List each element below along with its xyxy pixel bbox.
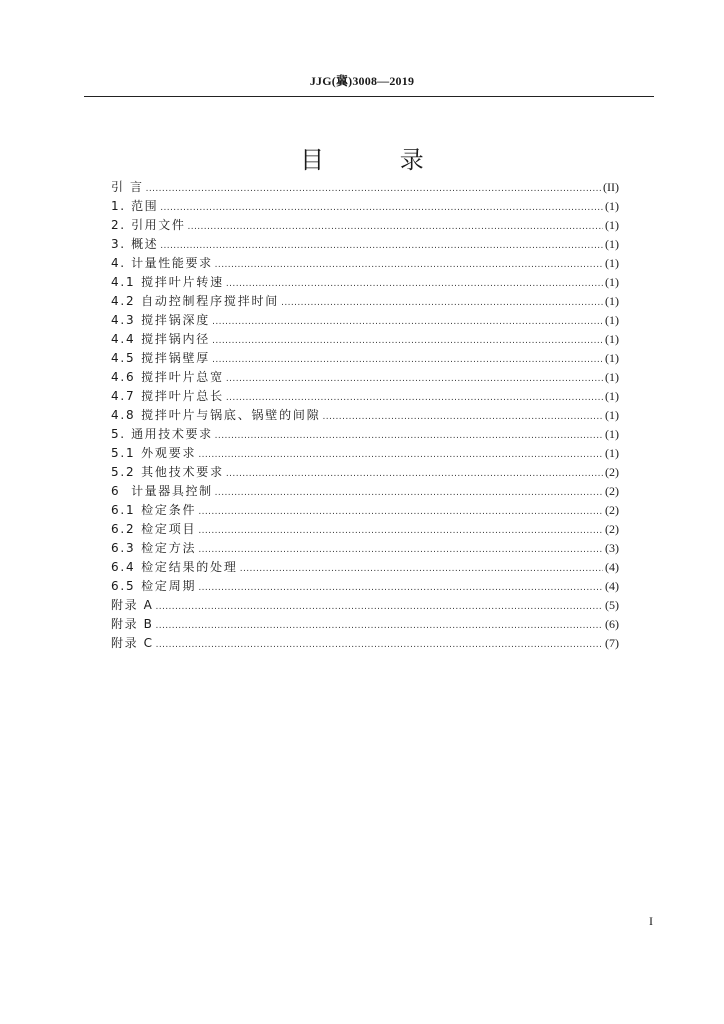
toc-entry-label: 附录 C (111, 636, 154, 650)
toc-entry-page: (1) (605, 294, 619, 308)
toc-entry-5-1 (111, 444, 619, 463)
toc-entry-page: (2) (605, 465, 619, 479)
toc-entry-3 (111, 235, 619, 254)
toc-entry-introduction (111, 178, 619, 197)
toc-entry-4-3 (111, 311, 619, 330)
dot-leader (155, 602, 603, 612)
toc-entry-page: (4) (605, 560, 619, 574)
toc-entry-label: 6.5 检定周期 (111, 579, 197, 593)
dot-leader (198, 583, 603, 593)
toc-entry-label: 6.4 检定结果的处理 (111, 560, 238, 574)
toc-entry-6 (111, 482, 619, 501)
dot-leader (215, 260, 603, 270)
dot-leader (212, 336, 603, 346)
dot-leader (198, 526, 603, 536)
toc-entry-appendix-b (111, 615, 619, 634)
toc-entry-page: (2) (605, 484, 619, 498)
toc-entry-6-1 (111, 501, 619, 520)
toc-entry-label: 4.1 搅拌叶片转速 (111, 275, 224, 289)
header-divider (84, 96, 654, 97)
toc-entry-page: (II) (603, 180, 619, 194)
toc-entry-page: (2) (605, 503, 619, 517)
dot-leader (155, 621, 603, 631)
toc-entry-label: 4.6 搅拌叶片总宽 (111, 370, 224, 384)
dot-leader (226, 393, 603, 403)
toc-entry-page: (1) (605, 256, 619, 270)
toc-entry-label: 4.2 自动控制程序搅拌时间 (111, 294, 280, 308)
dot-leader (215, 488, 603, 498)
toc-entry-label: 引 言 (111, 180, 144, 194)
dot-leader (281, 298, 603, 308)
toc-entry-label: 6.1 检定条件 (111, 503, 197, 517)
toc-entry-4-8 (111, 406, 619, 425)
toc-entry-page: (1) (605, 218, 619, 232)
toc-entry-4-2 (111, 292, 619, 311)
dot-leader (226, 469, 603, 479)
page-number: I (649, 914, 653, 928)
toc-entry-page: (2) (605, 522, 619, 536)
toc-entry-page: (1) (605, 351, 619, 365)
dot-leader (198, 507, 603, 517)
toc-entry-4-4 (111, 330, 619, 349)
toc-entry-page: (1) (605, 313, 619, 327)
toc-entry-4-5 (111, 349, 619, 368)
toc-entry-4-6 (111, 368, 619, 387)
toc-entry-page: (1) (605, 370, 619, 384)
toc-entry-label: 6.3 检定方法 (111, 541, 197, 555)
toc-entry-label: 4.5 搅拌锅壁厚 (111, 351, 211, 365)
toc-entry-page: (1) (605, 275, 619, 289)
dot-leader (146, 184, 601, 194)
toc-entry-label: 4.7 搅拌叶片总长 (111, 389, 224, 403)
dot-leader (198, 450, 603, 460)
document-code: JJG(冀)3008—2019 (309, 74, 415, 88)
dot-leader (226, 374, 603, 384)
toc-entry-label: 1. 范围 (111, 199, 159, 213)
toc-entry-page: (7) (605, 636, 619, 650)
toc-entry-6-4 (111, 558, 619, 577)
toc-entry-4-7 (111, 387, 619, 406)
dot-leader (160, 241, 603, 251)
toc-entry-6-2 (111, 520, 619, 539)
toc-entry-page: (1) (605, 446, 619, 460)
dot-leader (187, 222, 603, 232)
table-of-contents (111, 178, 619, 653)
toc-entry-page: (6) (605, 617, 619, 631)
toc-entry-page: (1) (605, 389, 619, 403)
dot-leader (198, 545, 603, 555)
toc-entry-label: 3. 概述 (111, 237, 159, 251)
toc-entry-page: (1) (605, 408, 619, 422)
toc-entry-label: 5. 通用技术要求 (111, 427, 213, 441)
toc-entry-6-3 (111, 539, 619, 558)
dot-leader (160, 203, 603, 213)
toc-entry-5-2 (111, 463, 619, 482)
toc-entry-1 (111, 197, 619, 216)
dot-leader (212, 317, 603, 327)
toc-entry-page: (3) (605, 541, 619, 555)
toc-entry-label: 4. 计量性能要求 (111, 256, 213, 270)
dot-leader (240, 564, 603, 574)
toc-entry-page: (1) (605, 427, 619, 441)
toc-entry-4-1 (111, 273, 619, 292)
dot-leader (323, 412, 604, 422)
toc-entry-label: 5.1 外观要求 (111, 446, 197, 460)
toc-entry-label: 4.4 搅拌锅内径 (111, 332, 211, 346)
toc-entry-6-5 (111, 577, 619, 596)
toc-entry-label: 4.8 搅拌叶片与锅底、锅壁的间隙 (111, 408, 321, 422)
toc-entry-label: 6.2 检定项目 (111, 522, 197, 536)
dot-leader (226, 279, 603, 289)
dot-leader (215, 431, 603, 441)
toc-entry-label: 5.2 其他技术要求 (111, 465, 224, 479)
toc-entry-page: (1) (605, 199, 619, 213)
dot-leader (156, 640, 603, 650)
toc-entry-5 (111, 425, 619, 444)
toc-entry-page: (4) (605, 579, 619, 593)
dot-leader (212, 355, 603, 365)
toc-entry-label: 附录 A (111, 598, 154, 612)
toc-entry-page: (5) (605, 598, 619, 612)
toc-entry-page: (1) (605, 332, 619, 346)
toc-entry-2 (111, 216, 619, 235)
toc-entry-4 (111, 254, 619, 273)
toc-entry-appendix-a (111, 596, 619, 615)
toc-entry-label: 4.3 搅拌锅深度 (111, 313, 211, 327)
toc-entry-appendix-c (111, 634, 619, 653)
toc-title: 目 录 (300, 146, 458, 174)
toc-entry-label: 附录 B (111, 617, 154, 631)
toc-entry-label: 2. 引用文件 (111, 218, 186, 232)
toc-entry-label: 6 计量器具控制 (111, 484, 213, 498)
toc-entry-page: (1) (605, 237, 619, 251)
